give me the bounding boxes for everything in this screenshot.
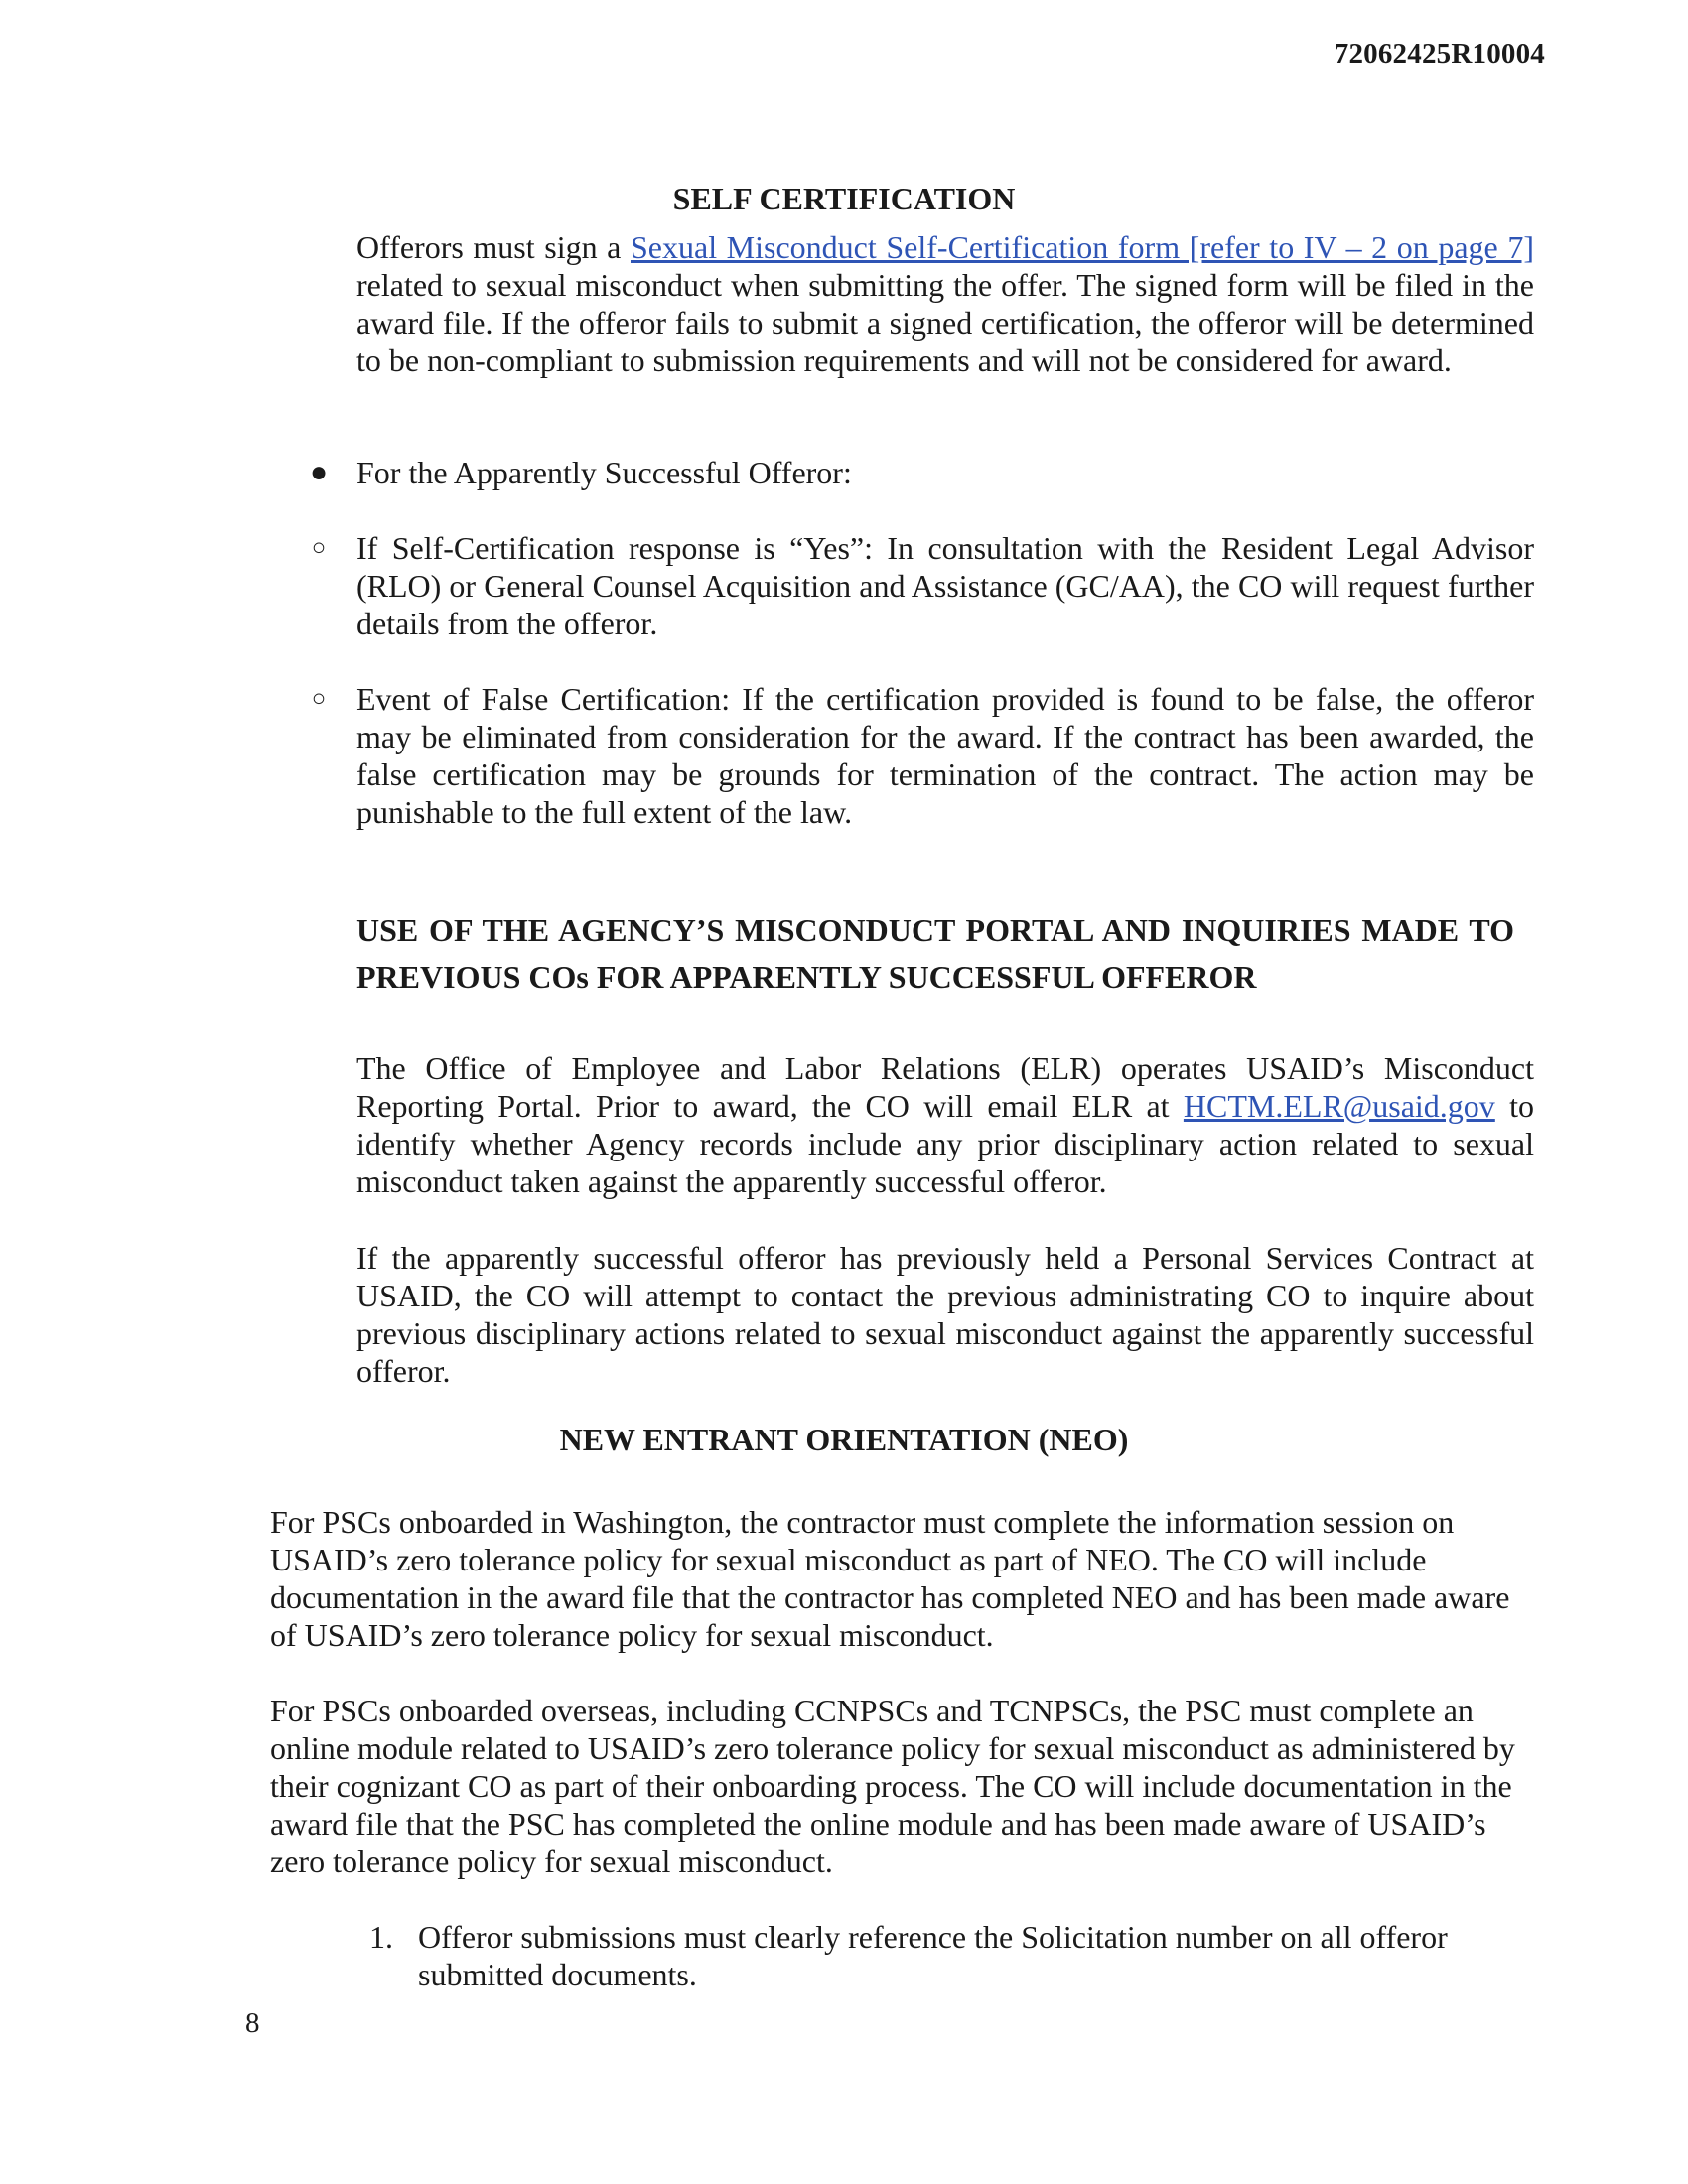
self-certification-title: SELF CERTIFICATION <box>672 181 1016 216</box>
self-certification-intro <box>356 228 1534 379</box>
list-item: Offeror submissions must clearly reference the Solicitation number on all offeror submitted documents. <box>418 1919 1448 1992</box>
elr-email-link[interactable]: HCTM.ELR@usaid.gov <box>1183 1088 1495 1124</box>
misconduct-portal-title: USE OF THE AGENCY’S MISCONDUCT PORTAL AND INQUIRIES MADE TO PREVIOUS COs FOR APPARENTLY SUCCESSFUL OFFEROR <box>356 912 1514 995</box>
bullet-apparently-successful-offeror: For the Apparently Successful Offeror: <box>356 455 852 490</box>
para-text-before-link: The Office of Employee and Labor Relations (ELR) operates USAID’s Misconduct Reporting Portal. Prior to award, the CO will email ELR at <box>356 1050 1534 1124</box>
neo-para-washington: For PSCs onboarded in Washington, the contractor must complete the information session on USAID’s zero tolerance policy for sexual misconduct as part of NEO. The CO will include documentation in the award file that the contractor has completed NEO and has been made aware of USAID’s zero tolerance policy for sexual misconduct. <box>270 1504 1510 1653</box>
intro-text-after-link: related to sexual misconduct when submitting the offer. The signed form will be filed in the award file. If the offeror fails to submit a signed certification, the offeror will be determined to be non-compliant to submission requirements and will not be considered for award. <box>356 267 1534 378</box>
sub-bullet-yes-response: If Self-Certification response is “Yes”: In consultation with the Resident Legal Advisor (RLO) or General Counsel Acquisition and Assistance (GC/AA), the CO will request further details from the offeror. <box>356 530 1534 641</box>
misconduct-portal-para-2: If the apparently successful offeror has previously held a Personal Services Contract at USAID, the CO will attempt to contact the previous administrating CO to inquire about previous disciplinary actions related to sexual misconduct against the apparently successful offeror. <box>356 1240 1534 1389</box>
bullet-circle-icon: ○ <box>311 686 327 712</box>
para-text-after-link: to identify whether Agency records include any prior disciplinary action related to sexual misconduct taken against the apparently successful offeror. <box>356 1088 1535 1199</box>
neo-para-overseas: For PSCs onboarded overseas, including CCNPSCs and TCNPSCs, the PSC must complete an online module related to USAID’s zero tolerance policy for sexual misconduct as administered by their cognizant CO as part of their onboarding process. The CO will include documentation in the award file that the PSC has completed the online module and has been made aware of USAID’s zero tolerance policy for sexual misconduct. <box>270 1693 1515 1879</box>
neo-title: NEW ENTRANT ORIENTATION (NEO) <box>559 1422 1129 1457</box>
self-certification-form-link[interactable]: Sexual Misconduct Self-Certification form [refer to IV – 2 on page 7] <box>630 229 1535 265</box>
bullet-circle-icon: ○ <box>311 535 327 561</box>
solicitation-number: 72062425R10004 <box>1334 38 1545 69</box>
list-item-number: 1. <box>369 1919 393 1955</box>
bullet-dot-icon: ● <box>309 456 329 488</box>
page-number: 8 <box>245 2007 260 2039</box>
sub-bullet-false-certification: Event of False Certification: If the certification provided is found to be false, the offeror may be eliminated from consideration for the award. If the contract has been awarded, the false certification may be grounds for termination of the contract. The action may be punishable to the full extent of the law. <box>356 681 1534 830</box>
intro-text-before-link: Offerors must sign a <box>356 229 631 265</box>
misconduct-portal-para-1 <box>356 1049 1534 1200</box>
